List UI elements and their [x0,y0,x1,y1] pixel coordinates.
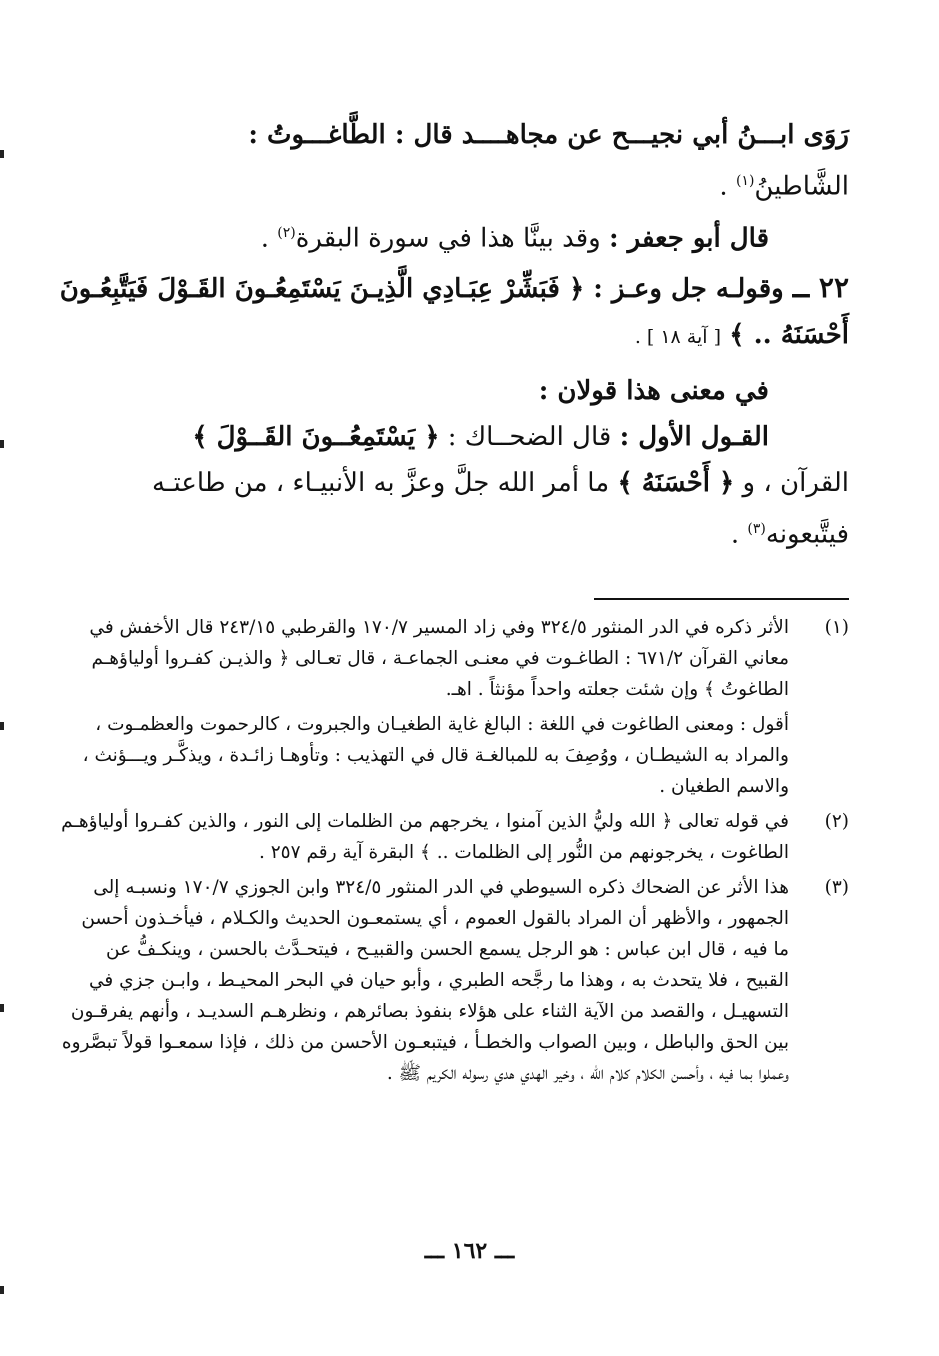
footnote-line: في قوله تعالى ﴿ الله وليُّ الذين آمنوا ، يخرجهم من الظلمات إلى النور ، والذين كفـروا أولياؤهـم [61,811,789,832]
section-heading: في معنى هذا قولان : [538,376,769,407]
footnote-line: والاسم الطغيان . [659,776,789,797]
margin-mark [0,1286,4,1294]
footnote-line: هذا الأثر عن الضحاك ذكره السيوطي في الدر المنثور ٣٢٤/٥ وابن الجوزي ١٧٠/٧ ونسبـه إلى [93,877,789,898]
footnote-ref: (٢) [277,224,296,241]
footnote-divider [594,598,849,600]
footnote-body [61,806,809,868]
text-span: وقد بينَّا هذا في سورة البقرة [295,223,609,254]
footnote-1 [87,612,849,705]
footnote-body [87,612,809,705]
quran-text: ﴿ فَبَشِّرْ عِبَـادِي الَّذِيـنَ يَسْتَمِعُـونَ القَـوْلَ فَيَتَّبِعُـونَ [59,274,585,305]
verse-line-2 [89,312,849,360]
text-span: ما أمر الله جلَّ وعزَّ به الأنبيـاء ، من طاعتـه [152,468,618,499]
margin-mark [0,150,4,158]
footnote-number: (١) [824,617,849,638]
footnote-body [62,872,809,1089]
narration-line-2 [89,158,849,210]
footnote-line: والمراد به الشيطـان ، ووُصِفَ به للمبالغـة قال في التهذيب : وتأوهـا زائـدة ، ويذكَّـر ويـــؤنث ، [82,745,789,766]
footnote-2 [61,806,849,868]
footnote-line: الجمهور ، والأظهر أن المراد بالقول العموم ، أي يستمعـون الحديث والكـلام ، فيأخـذون أحسن [81,908,789,929]
quran-text: أَحْسَنَهُ .. ﴾ [729,320,849,351]
footnote-number: (٣) [824,877,849,898]
text-span: الشَّاطينُ [754,171,849,202]
footnote-line: بين الحق والباطل ، وبين الصواب والخطـأ ، فيتبعـون الأحسن من ذلك ، فإذا سمعـوا قولاً تبصَّروه [61,1032,789,1053]
explanation-line-2 [89,506,849,558]
text-span: القرآن ، و [734,468,849,499]
footnote-line: الأثر ذكره في الدر المنثور ٣٢٤/٥ وفي زاد المسير ١٧٠/٧ والقرطبي ٢٤٣/١٥ قال الأخفش في [89,617,789,638]
abu-jafar-line [89,210,849,262]
footnote-line: الطاغوت ، يخرجونهم من النُّور إلى الظلمات .. ﴾ البقرة آية رقم ٢٥٧ . [258,842,789,863]
verse-line [59,265,849,312]
main-text [59,112,849,558]
margin-mark [0,722,4,730]
footnote-3 [61,872,849,1089]
text-span: . [260,223,278,254]
speaker-label: قال أبو جعفر : [609,223,769,254]
footnote-line: معاني القرآن ٦٧١/٢ : الطاغـوت في معنـى الجماعـة ، قال تعـالى ﴿ والذيـن كفـروا أولياؤهـم [91,648,789,669]
verse-intro: وقولـه جل وعـز : [584,274,793,305]
page-number: ـــ ١٦٢ ـــ [424,1238,515,1264]
text-span: . [719,171,736,202]
verse-number: ٢٢ ــ [792,271,849,305]
footnote-line: الطاغوتُ ﴾ وإن شئت جعلته واحداً مؤنثاً . اهـ. [445,679,789,700]
footnote-number: (٢) [824,811,849,832]
text-span: . [730,519,748,550]
text-span: قال الضحــاك : [439,422,620,453]
text-span: فيتَّبعونه [765,519,849,550]
quran-text: ﴿ يَسْتَمِعُــونَ القَــوْلَ ﴾ [192,422,440,453]
footnote-ref: (٣) [747,521,766,538]
footnote-line: أقول : ومعنى الطاغوت في اللغة : البالغ غاية الطغيـان والجبروت ، كالرحموت والعظمـوت ، [95,714,789,735]
footnotes [61,612,849,1093]
footnote-line: القبيح ، فلا يتحدث به ، وهذا ما رجَّحه الطبري ، وأبو حيان في البحر المحيـط ، وابـن جزي في [88,970,789,991]
verse-reference: [ آية ١٨ ] . [634,326,722,349]
footnote-line: التسهيـل ، والقصد من الآية الثناء على هؤلاء بنفوذ بصائرهم ، ونظرهـم السديـد ، وأنهم يفرقـون [70,1001,789,1022]
footnote-line: وعملوا بما فيه ، وأحسن الكلام كلام الله ، وخير الهدي هدي رسوله الكريم ﷺ . [386,1063,789,1084]
narration-line: رَوَى ابـــنُ أبي نجيـــح عن مجاهــــد قال : الطَّاغـــوتُ : [248,120,849,150]
footnote-1-continued [82,709,849,802]
first-opinion-line [89,414,849,460]
footnote-line: ما فيه ، قال ابن عباس : هو الرجل يسمع الحسن والقبيـح ، فيتحـدَّث بالحسن ، وينكـفُّ عن [105,939,789,960]
opinion-label: القـول الأول : [619,422,769,453]
quran-text: ﴿ أَحْسَنَهُ ﴾ [617,468,735,499]
margin-mark [0,1004,4,1012]
footnote-ref: (١) [735,173,755,189]
margin-mark [0,440,4,448]
explanation-line [89,460,849,506]
